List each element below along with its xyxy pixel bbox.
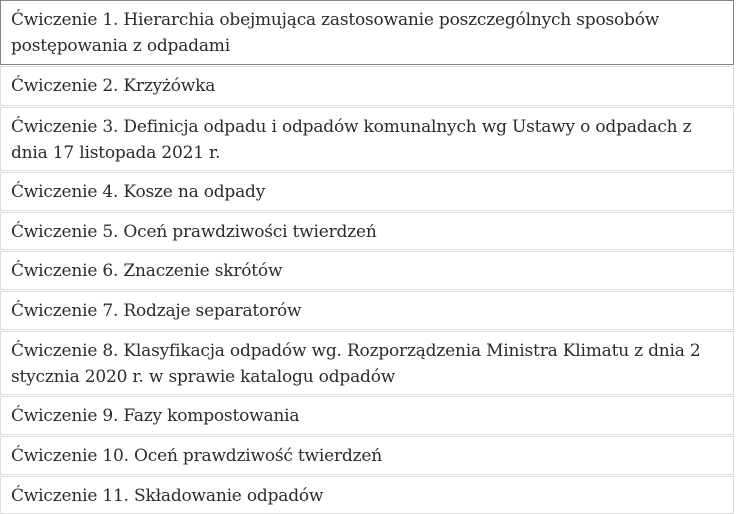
exercise-label: Ćwiczenie 4. Kosze na odpady xyxy=(11,182,266,202)
exercise-label: Ćwiczenie 2. Krzyżówka xyxy=(11,76,216,96)
exercise-item-3[interactable] xyxy=(0,107,734,171)
exercise-item-10[interactable] xyxy=(0,436,734,475)
exercise-label: Ćwiczenie 9. Fazy kompostowania xyxy=(11,406,300,426)
exercise-item-6[interactable] xyxy=(0,251,734,290)
exercise-item-4[interactable] xyxy=(0,172,734,211)
exercise-label: Ćwiczenie 11. Składowanie odpadów xyxy=(11,486,324,506)
exercise-label: Ćwiczenie 5. Oceń prawdziwości twierdzeń xyxy=(11,222,377,242)
exercise-label: Ćwiczenie 3. Definicja odpadu i odpadów komunalnych wg Ustawy o odpadach z dnia 17 listopada 2021 r. xyxy=(11,117,692,163)
exercise-item-8[interactable] xyxy=(0,331,734,395)
exercise-item-9[interactable] xyxy=(0,396,734,435)
exercise-item-11[interactable] xyxy=(0,476,734,514)
exercise-item-1[interactable] xyxy=(0,0,734,65)
exercise-label: Ćwiczenie 8. Klasyfikacja odpadów wg. Rozporządzenia Ministra Klimatu z dnia 2 stycznia 2020 r. w sprawie katalogu odpadów xyxy=(11,341,701,387)
exercise-item-2[interactable] xyxy=(0,66,734,106)
exercise-item-5[interactable] xyxy=(0,212,734,250)
exercise-label: Ćwiczenie 7. Rodzaje separatorów xyxy=(11,301,302,321)
exercise-label: Ćwiczenie 1. Hierarchia obejmująca zastosowanie poszczególnych sposobów postępowania z odpadami xyxy=(11,10,660,56)
exercise-label: Ćwiczenie 6. Znaczenie skrótów xyxy=(11,261,283,281)
exercise-label: Ćwiczenie 10. Oceń prawdziwość twierdzeń xyxy=(11,446,382,466)
exercise-item-7[interactable] xyxy=(0,291,734,330)
